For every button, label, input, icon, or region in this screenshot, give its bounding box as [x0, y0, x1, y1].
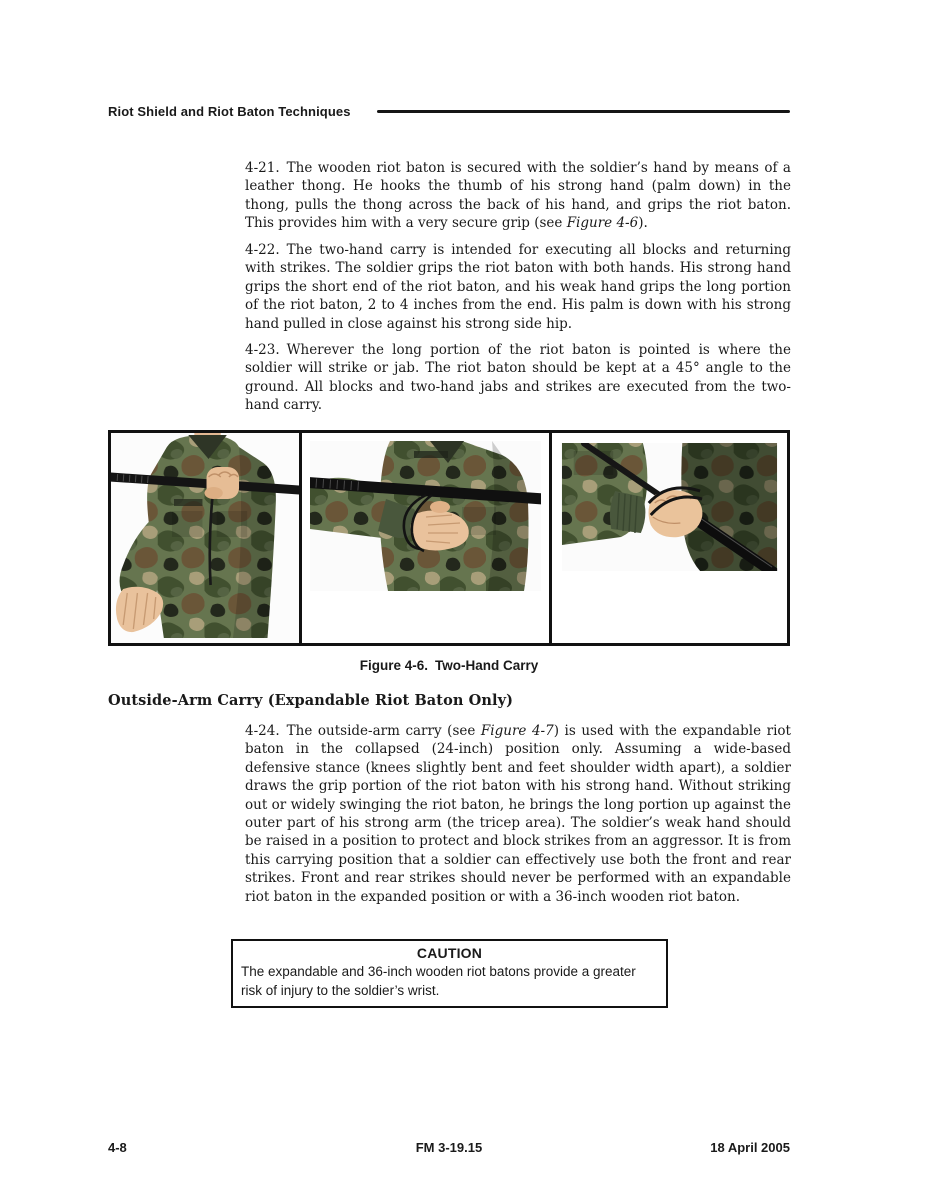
- figure-reference: Figure 4-7: [480, 723, 554, 739]
- footer-date: 18 April 2005: [710, 1140, 790, 1155]
- footer-page-number: 4-8: [108, 1140, 127, 1155]
- paragraph-number: 4-22.: [245, 242, 280, 258]
- outside-arm-grip-photo: [552, 433, 787, 643]
- paragraph-4-21: [245, 159, 791, 233]
- section-heading: Outside-Arm Carry (Expandable Riot Baton Only): [108, 692, 514, 709]
- caution-title: CAUTION: [416, 945, 483, 961]
- paragraph-4-23: [245, 341, 791, 415]
- caution-box: [231, 939, 668, 1008]
- paragraph-text: The wooden riot baton is secured with the soldier’s hand by means of a leather thong. He hooks the thumb of his strong hand (palm down) in the thong, pulls the thong across the back of his hand, and grips the riot baton. This provides him with a very secure grip (see: [245, 160, 791, 232]
- figure-reference: Figure 4-6: [566, 215, 639, 232]
- page-footer: [108, 1140, 790, 1155]
- page-header: [108, 104, 790, 119]
- figure-caption-label: Figure 4-6.: [359, 658, 428, 673]
- paragraph-text: The outside-arm carry (see: [286, 723, 481, 739]
- paragraph-4-24: [245, 722, 791, 906]
- paragraph-text: Wherever the long portion of the riot baton is pointed is where the soldier will strike or jab. The riot baton should be kept at a 45° angle to the ground. All blocks and two-hand jabs and strikes are executed from the two-hand carry.: [245, 342, 791, 414]
- header-rule: [377, 110, 790, 113]
- figure-photo-2: [299, 433, 549, 643]
- paragraph-number: 4-23.: [245, 342, 280, 358]
- figure-caption-title: Two-Hand Carry: [435, 658, 539, 673]
- footer-document-number: FM 3-19.15: [415, 1140, 483, 1155]
- header-title: Riot Shield and Riot Baton Techniques: [108, 104, 351, 119]
- paragraph-text: The two-hand carry is intended for executing all blocks and returning with strikes. The soldier grips the riot baton with both hands. His strong hand grips the short end of the riot baton, and his weak hand grips the long portion of the riot baton, 2 to 4 inches from the end. His palm is down with his strong hand pulled in close against his strong side hip.: [245, 242, 791, 332]
- fist: [204, 467, 239, 499]
- caution-text: The expandable and 36-inch wooden riot batons provide a greater risk of injury to the soldier’s wrist.: [241, 964, 636, 998]
- two-hand-grip-photo: [111, 433, 299, 643]
- figure-photo-3: [549, 433, 787, 643]
- paragraph-text: ) is used with the expandable riot baton in the collapsed (24-inch) position only. Assuming a wide-based defensive stance (knees slightly bent and feet shoulder width apart), a soldier draws the grip portion of the riot baton with his strong hand. Without striking out or widely swinging the riot baton, he brings the long portion up against the outer part of his strong arm (the tricep area). The soldier’s weak hand should be raised in a position to protect and block strikes from an aggressor. It is from this carrying position that a soldier can effectively use both the front and rear strikes. Front and rear strikes should never be performed with an expandable riot baton in the expanded position or with a 36-inch wooden riot baton.: [245, 723, 791, 905]
- figure-photo-1: [111, 433, 299, 643]
- paragraph-number: 4-24.: [245, 723, 280, 739]
- figure-4-6: [108, 430, 790, 646]
- figure-caption: [108, 658, 790, 673]
- paragraph-4-22: [245, 241, 791, 333]
- thong-around-wrist-photo: [302, 433, 549, 643]
- paragraph-text: ).: [638, 215, 648, 232]
- paragraph-number: 4-21.: [245, 160, 280, 176]
